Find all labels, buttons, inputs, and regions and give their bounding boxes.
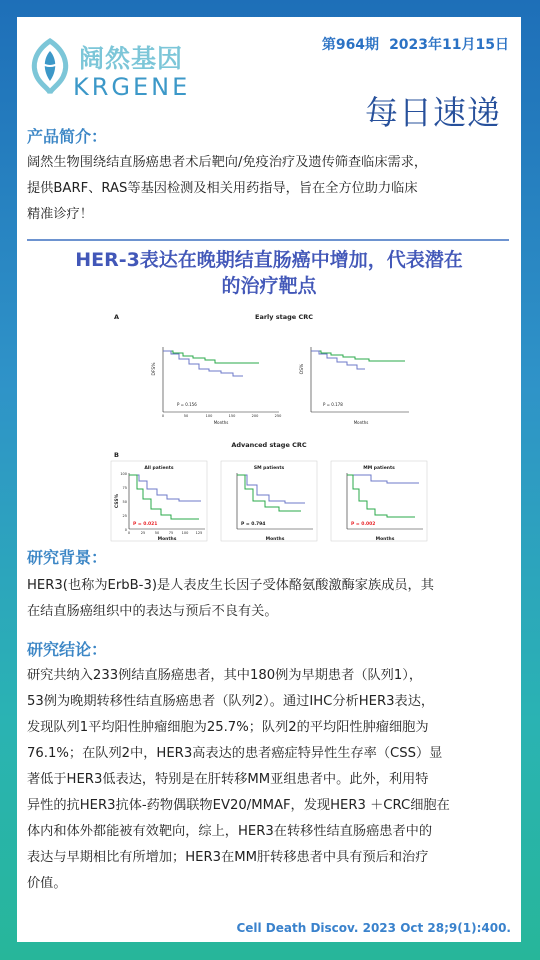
- article-title: [27, 247, 511, 299]
- section-divider: [27, 239, 509, 241]
- tick-label: 75: [168, 531, 174, 535]
- tick-label: 50: [154, 531, 160, 535]
- tick-label: 100: [181, 531, 189, 535]
- tick-label: 25: [122, 514, 127, 518]
- conclusion-line: 研究共纳入233例结直肠癌患者，其中180例为早期患者（队列1），: [27, 668, 423, 683]
- intro-heading: 产品简介：: [27, 127, 108, 146]
- newsletter-card: [17, 17, 521, 942]
- article-title-line: HER-3表达在晚期结直肠癌中增加，代表潜在: [75, 249, 463, 271]
- p-value: P = 0.156: [177, 402, 197, 407]
- tick-label: 125: [195, 531, 203, 535]
- p-value: P = 0.002: [351, 522, 376, 527]
- axis-label: Months: [265, 537, 285, 542]
- plot-title: All patients: [144, 466, 174, 471]
- p-value: P = 0.021: [133, 522, 158, 527]
- brand-logo: [27, 31, 207, 107]
- conclusion-text: [27, 663, 515, 897]
- background-text: [27, 573, 515, 625]
- intro-line: 阔然生物围绕结直肠癌患者术后靶向/免疫治疗及遗传筛查临床需求，: [27, 155, 428, 170]
- conclusion-line: 著低于HER3低表达，特别是在肝转移MM亚组患者中。此外，利用特: [27, 772, 429, 787]
- tick-label: 50: [122, 500, 127, 504]
- panel-a-label: A: [114, 313, 120, 321]
- plot-title: SM patients: [253, 466, 285, 471]
- issue-number: 第964期: [321, 37, 380, 53]
- brand-name-en: KRGENE: [73, 73, 191, 101]
- intro-text: [27, 150, 515, 228]
- tick-label: 200: [251, 414, 259, 418]
- logo-mark-icon: [27, 37, 73, 97]
- intro-line: 提供BARF、RAS等基因检测及相关用药指导，旨在全方位助力临床: [27, 181, 418, 196]
- background-line: 在结直肠癌组织中的表达与预后不良有关。: [27, 604, 278, 619]
- article-title-line: 的治疗靶点: [221, 275, 317, 297]
- p-value: P = 0.178: [323, 402, 343, 407]
- axis-label: Months: [353, 420, 369, 425]
- background-line: HER3(也称为ErbB-3)是人表皮生长因子受体酪氨酸激酶家族成员，其: [27, 578, 434, 593]
- axis-label: DFS%: [152, 362, 157, 376]
- plot-title: MM patients: [363, 466, 395, 471]
- conclusion-line: 53例为晚期转移性结直肠癌患者（队列2）。通过IHC分析HER3表达，: [27, 694, 435, 709]
- tick-label: 100: [120, 472, 127, 476]
- tick-label: 75: [122, 486, 127, 490]
- panel-b-label: B: [114, 451, 119, 459]
- tick-label: 50: [183, 414, 189, 418]
- conclusion-line: 体内和体外都能被有效靶向，综上，HER3在转移性结直肠癌患者中的: [27, 824, 433, 839]
- brand-name-cn: 阔然基因: [79, 44, 184, 73]
- conclusion-heading: 研究结论：: [27, 640, 108, 659]
- intro-line: 精准诊疗！: [27, 207, 93, 222]
- axis-label: CSS%: [115, 493, 120, 509]
- conclusion-line: 异性的抗HER3抗体-药物偶联物EV20/MMAF，发现HER3 ＋CRC细胞在: [27, 798, 450, 813]
- axis-label: Months: [375, 537, 395, 542]
- citation: Cell Death Discov. 2023 Oct 28;9(1):400.: [236, 921, 511, 935]
- background-heading: 研究背景：: [27, 548, 108, 567]
- tick-label: 0: [127, 531, 131, 535]
- panel-a-title: Early stage CRC: [255, 313, 313, 321]
- tick-label: 25: [140, 531, 146, 535]
- daily-title: 每日速递: [365, 93, 501, 132]
- axis-label: Months: [157, 537, 177, 542]
- tick-label: 250: [274, 414, 282, 418]
- issue-info: [322, 34, 509, 54]
- survival-figure: [109, 309, 429, 547]
- tick-label: 0: [124, 528, 127, 532]
- conclusion-line: 76.1%；在队列2中，HER3高表达的患者癌症特异性生存率（CSS）显: [27, 746, 443, 761]
- conclusion-line: 表达与早期相比有所增加；HER3在MM肝转移患者中具有预后和治疗: [27, 850, 429, 865]
- issue-date: 2023年11月15日: [389, 37, 509, 53]
- axis-label: Months: [213, 420, 229, 425]
- axis-label: OS%: [300, 363, 305, 375]
- panel-b-title: Advanced stage CRC: [231, 441, 307, 449]
- p-value: P = 0.794: [241, 522, 266, 527]
- tick-label: 150: [228, 414, 236, 418]
- tick-label: 100: [205, 414, 213, 418]
- conclusion-line: 发现队列1平均阳性肿瘤细胞为25.7%；队列2的平均阳性肿瘤细胞为: [27, 720, 429, 735]
- conclusion-line: 价值。: [27, 876, 67, 891]
- tick-label: 0: [161, 414, 165, 418]
